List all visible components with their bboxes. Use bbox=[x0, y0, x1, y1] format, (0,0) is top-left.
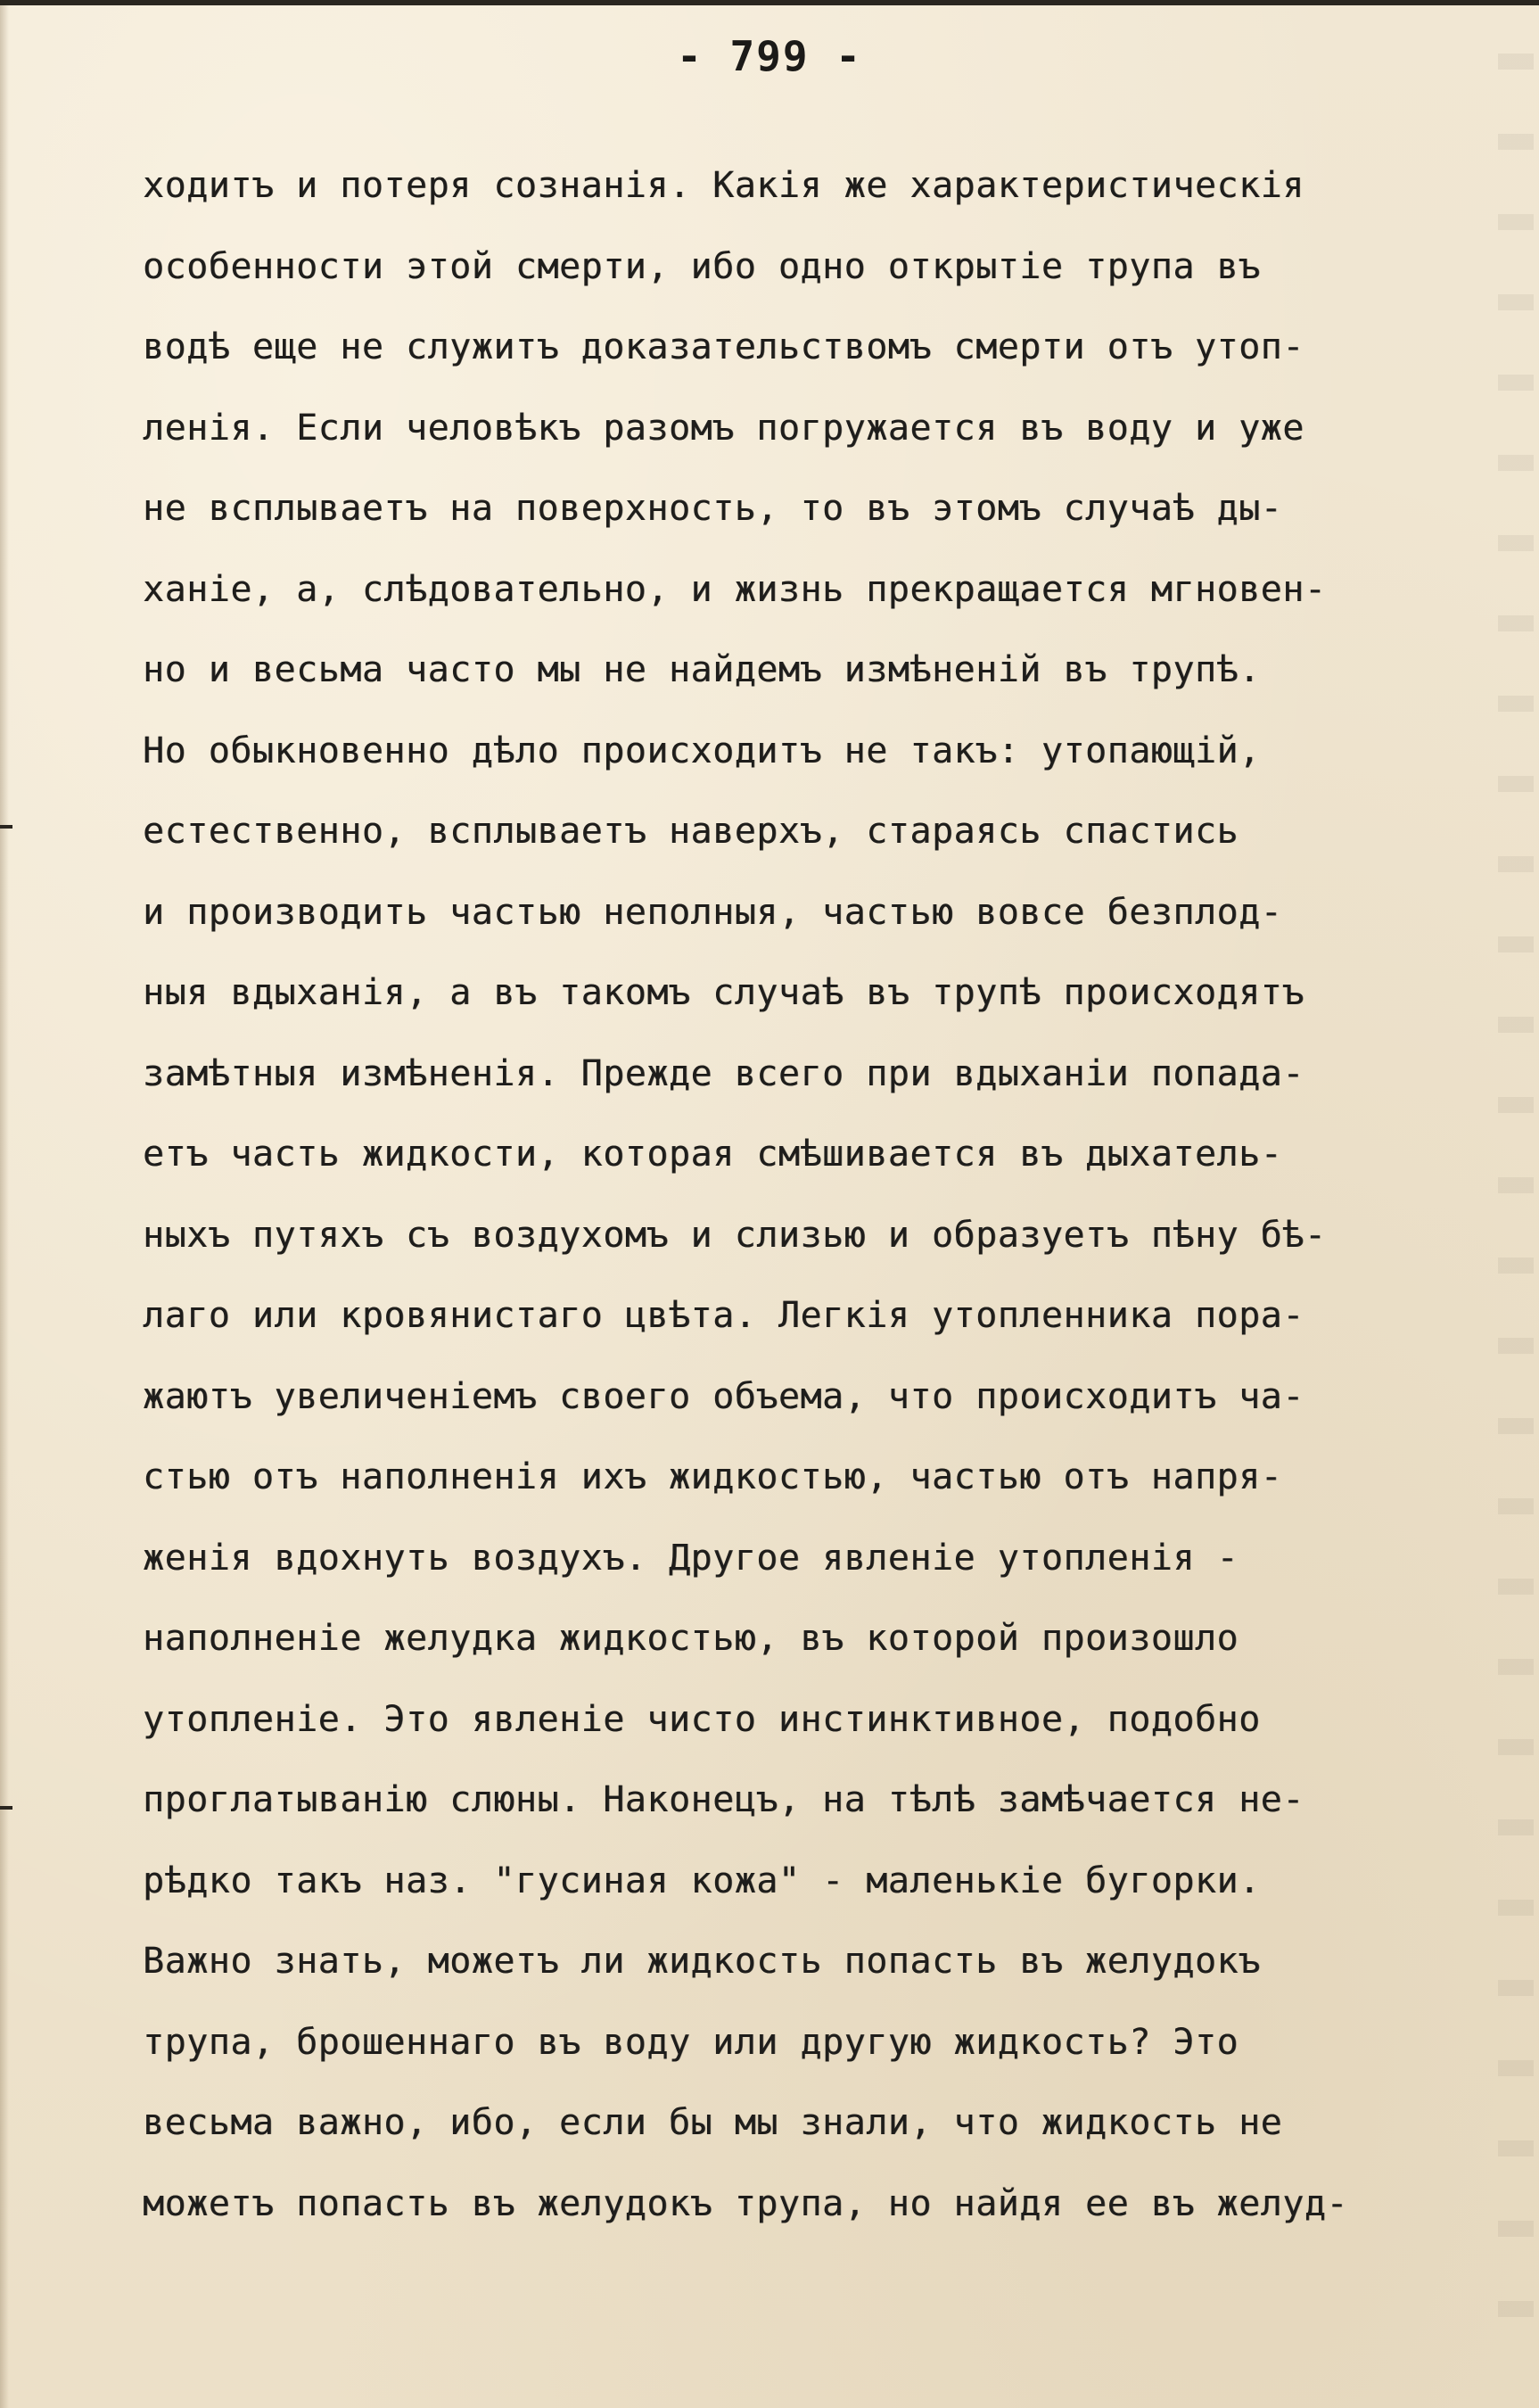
text-line: особенности этой смерти, ибо одно открытіе трупа въ bbox=[143, 245, 1261, 287]
text-line: водѣ еще не служитъ доказательствомъ смерти отъ утоп- bbox=[143, 326, 1304, 367]
text-line: и производить частью неполныя, частью вовсе безплод- bbox=[143, 891, 1283, 933]
text-line: утопленіе. Это явленіе чисто инстинктивное, подобно bbox=[143, 1698, 1261, 1740]
text-line: но и весьма часто мы не найдемъ измѣненій въ трупѣ. bbox=[143, 649, 1261, 690]
text-line: наполненіе желудка жидкостью, въ которой произошло bbox=[143, 1618, 1239, 1659]
text-line: ленія. Если человѣкъ разомъ погружается въ воду и уже bbox=[143, 407, 1304, 449]
text-line: Важно знать, можетъ ли жидкость попасть въ желудокъ bbox=[143, 1941, 1261, 1982]
text-line: ходитъ и потеря сознанія. Какія же характеристическія bbox=[143, 165, 1304, 206]
text-line: ныя вдыханія, а въ такомъ случаѣ въ трупѣ происходятъ bbox=[143, 972, 1304, 1013]
text-line: весьма важно, ибо, если бы мы знали, что жидкость не bbox=[143, 2102, 1283, 2143]
text-line: жаютъ увеличеніемъ своего объема, что происходитъ ча- bbox=[143, 1375, 1304, 1417]
text-line: трупа, брошеннаго въ воду или другую жидкость? Это bbox=[143, 2021, 1239, 2063]
text-line: естественно, всплываетъ наверхъ, стараясь спастись bbox=[143, 811, 1239, 852]
page-number: - 799 - bbox=[677, 32, 862, 80]
text-line: женія вдохнуть воздухъ. Другое явленіе утопленія - bbox=[143, 1537, 1239, 1579]
text-line: рѣдко такъ наз. "гусиная кожа" - маленькіе бугорки. bbox=[143, 1860, 1261, 1901]
scan-left-shadow bbox=[0, 5, 9, 2408]
typed-text-body bbox=[143, 159, 1498, 2257]
text-line: стью отъ наполненія ихъ жидкостью, частью отъ напря- bbox=[143, 1456, 1283, 1497]
margin-mark bbox=[0, 1806, 12, 1810]
text-line: можетъ попасть въ желудокъ трупа, но найдя ее въ желуд- bbox=[143, 2182, 1349, 2224]
bleed-through-shadow bbox=[1498, 54, 1534, 2372]
scan-top-edge bbox=[0, 0, 1539, 5]
text-line: ханіе, а, слѣдовательно, и жизнь прекращается мгновен- bbox=[143, 568, 1327, 610]
text-line: етъ часть жидкости, которая смѣшивается въ дыхатель- bbox=[143, 1134, 1283, 1175]
text-line: замѣтныя измѣненія. Прежде всего при вдыханіи попада- bbox=[143, 1052, 1304, 1094]
margin-mark bbox=[0, 825, 12, 829]
text-line: проглатыванію слюны. Наконецъ, на тѣлѣ замѣчается не- bbox=[143, 1779, 1304, 1820]
text-line: не всплываетъ на поверхность, то въ этомъ случаѣ ды- bbox=[143, 488, 1283, 529]
text-line: Но обыкновенно дѣло происходитъ не такъ: утопающій, bbox=[143, 730, 1261, 771]
text-line: лаго или кровянистаго цвѣта. Легкія утопленника пора- bbox=[143, 1295, 1304, 1336]
text-line: ныхъ путяхъ съ воздухомъ и слизью и образуетъ пѣну бѣ- bbox=[143, 1214, 1327, 1256]
